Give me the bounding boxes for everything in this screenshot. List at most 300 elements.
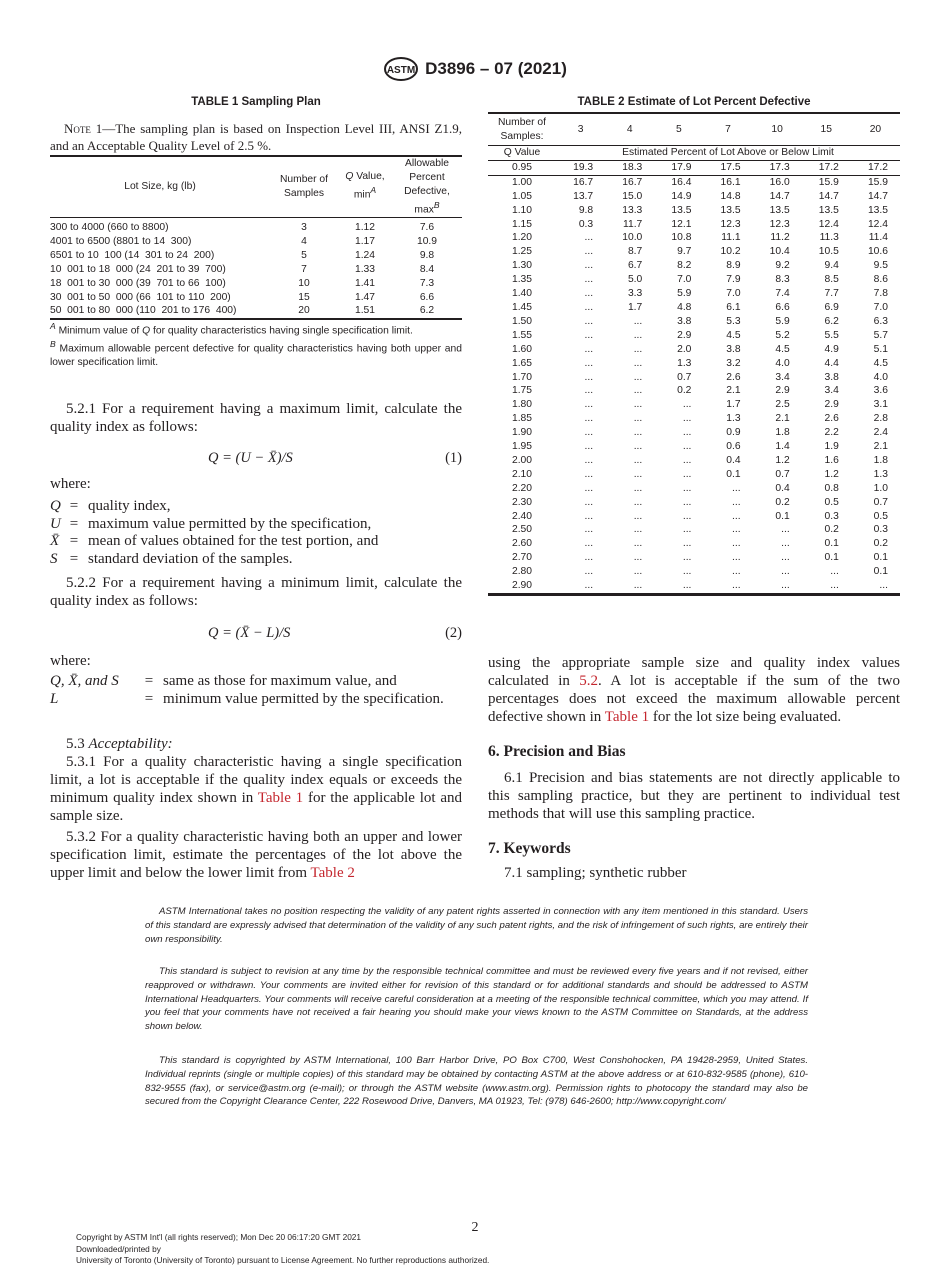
percent-cell: 2.5 [775,399,790,411]
percent-cell: ... [584,580,594,592]
percent-cell: 8.3 [775,274,790,286]
table2-row [488,482,900,496]
table2-row [488,175,900,189]
percent-cell: ... [584,399,594,411]
table2-row [488,204,900,218]
q-value-cell: 1.75 [511,385,533,397]
equals: = [144,673,154,689]
meaning: standard deviation of the samples. [88,550,293,567]
q-value-cell: 2.90 [511,580,533,592]
q-value-cell: 1.45 [511,301,533,313]
table2-row [488,454,900,468]
q-value-cell: 1.80 [511,399,533,411]
q-value-cell: 1.51 [354,305,376,317]
percent-cell: 17.2 [867,161,888,173]
percent-cell: 6.3 [873,315,888,327]
percent-cell: ... [682,399,692,411]
percent-cell: ... [584,246,594,258]
col-percent-defective: Allowable Percent Defective, $\max^B$ [404,158,450,216]
percent-cell: ... [584,538,594,550]
percent-cell: 16.0 [769,176,790,188]
percent-cell: 3.4 [775,371,790,383]
percent-cell: 12.4 [867,218,888,230]
q-value-label: Q Value [503,147,541,158]
percent-cell: ... [584,315,594,327]
table1-row [50,263,462,277]
percent-cell: 2.1 [775,413,790,425]
q-value-cell: 1.85 [511,413,533,425]
percent-cell: ... [830,580,839,592]
percent-cell: 7.7 [824,288,839,300]
percent-cell: ... [584,552,594,564]
percent-cell: ... [584,468,594,480]
percent-cell: 1.8 [775,427,790,439]
percent-cell: ... [584,288,594,300]
percent-cell: ... [682,454,692,466]
percent-cell: 2.6 [824,413,839,425]
percent-cell: 1.9 [824,441,839,453]
table1-title: TABLE 1 Sampling Plan [191,96,321,108]
percent-cell: ... [830,566,839,578]
percent-cell: 0.2 [873,538,888,550]
percent-cell: ... [633,357,643,369]
table2-row [488,523,900,537]
percent-cell: ... [633,510,643,522]
table2-row [488,287,900,301]
percent-cell: 0.7 [873,496,888,508]
percent-cell: 0.9 [726,427,741,439]
percent-cell: 0.4 [775,482,790,494]
link-table-2[interactable]: Table 2 [310,865,355,881]
percent-cell: 12.3 [720,218,741,230]
percent-cell: 0.7 [775,468,790,480]
percent-cell: 1.3 [873,468,888,480]
percent-cell: 3.2 [726,357,741,369]
sample-size-header: 10 [771,123,783,135]
percent-cell: ... [633,468,643,480]
percent-cell: 16.7 [573,176,594,188]
percent-cell: 6.6 [775,301,790,313]
percent-cell: 15.9 [818,176,839,188]
percent-cell: ... [682,482,692,494]
percent-cell: 11.7 [623,218,643,230]
para-5-3: 5.3 Acceptability: [66,736,173,752]
percent-cell: 11.4 [868,232,888,244]
percent-cell: ... [682,580,692,592]
percent-cell: 6.2 [824,315,839,327]
percent-cell: ... [633,580,643,592]
percent-cell: 18.3 [622,161,643,173]
percent-cell: 2.1 [726,385,741,397]
percent-cell: 9.7 [677,246,692,258]
percent-cell: ... [633,385,643,397]
percent-cell: 12.4 [818,218,839,230]
percent-cell: ... [584,482,594,494]
percent-cell: ... [633,343,643,355]
percent-cell: 17.9 [671,161,692,173]
percent-cell: 8.6 [873,274,888,286]
q-value-cell: 1.00 [511,176,533,188]
percent-cell: 3.4 [824,385,839,397]
q-value-cell: 1.33 [354,263,376,275]
table1-row [50,235,462,249]
percent-cell: 13.5 [867,204,888,216]
q-value-cell: 1.25 [511,246,533,258]
lot-size-cell: 18 001 to 30 000 (39 701 to 66 100) [50,277,226,289]
percent-cell: 15.0 [622,190,643,202]
percent-cell: 0.5 [873,510,888,522]
footer-download-info [76,1232,489,1267]
percent-cell: ... [633,427,643,439]
q-value-cell: 1.30 [511,260,533,272]
percent-cell: 8.7 [627,246,643,258]
page-number: 2 [471,1220,479,1235]
percent-cell: 11.1 [721,232,741,244]
definitions-2 [50,673,462,708]
percent-cell: 1.2 [775,454,790,466]
col-q-value: Q Value, $\min^A$ [345,171,385,201]
percent-cell: 1.7 [726,399,741,411]
lot-size-cell: 4001 to 6500 (8801 to 14 300) [50,235,192,247]
percent-cell: 4.5 [873,357,888,369]
percent-defective-cell: 6.6 [419,291,435,303]
table2-row [488,218,900,232]
percent-cell: 10.5 [818,246,839,258]
percent-cell: ... [879,580,888,592]
percent-cell: ... [584,329,594,341]
q-value-cell: 1.17 [354,235,376,247]
percent-cell: ... [633,482,643,494]
designation: D3896 – 07 (2021) [425,59,567,78]
para-6-1: 6.1 Precision and bias statements are not directly applicable to this sampling practice, but they are pertinent to individual test methods that will use this sampling practice. [488,770,900,822]
meaning: maximum value permitted by the specification, [88,515,372,532]
notice-copyright: This standard is copyrighted by ASTM International, 100 Barr Harbor Drive, PO Box C700, West Conshohocken, PA 19428-2959, United States. Individual reprints (single or multiple copies) of this standard may be obtained by contacting ASTM at the above address or at 610-832-9585 (phone), 610-832-9555 (fax), or service@astm.org (e-mail); or through the ASTM website (www.astm.org). Permission rights to photocopy the standard may also be secured from the Copyright Clearance Center, 222 Rosewood Drive, Danvers, MA 01923, Tel: (978) 646-2600; http://www.copyright.com/ [145,1055,808,1108]
percent-cell: 15.9 [867,176,888,188]
q-value-cell: 1.40 [511,288,533,300]
percent-cell: 0.5 [824,496,839,508]
percent-cell: ... [781,524,790,536]
equals: = [69,550,79,567]
percent-cell: 17.5 [720,161,741,173]
q-value-cell: 2.20 [511,482,533,494]
percent-cell: 5.1 [873,343,888,355]
percent-cell: 3.3 [627,288,643,300]
symbol: Q, X̄, and S [50,673,119,689]
percent-cell: ... [781,552,790,564]
table2-row [488,398,900,412]
percent-cell: ... [633,524,643,536]
percent-cell: ... [584,371,594,383]
samples-cell: 20 [298,305,310,317]
percent-cell: 3.1 [873,399,888,411]
percent-cell: 9.5 [873,260,888,272]
percent-cell: 0.3 [824,510,839,522]
percent-cell: 0.6 [726,441,741,453]
percent-cell: ... [633,496,643,508]
definitions-1 [50,498,378,568]
percent-cell: 7.9 [726,274,741,286]
table2-row [488,329,900,343]
percent-cell: 1.7 [627,301,643,313]
symbol: L [50,690,59,707]
table2-row [488,357,900,371]
percent-cell: ... [584,496,594,508]
percent-cell: 4.0 [775,357,790,369]
astm-logo-icon [383,56,419,82]
percent-cell: 10.0 [622,232,643,244]
percent-defective-cell: 7.3 [419,277,435,289]
percent-cell: ... [584,441,594,453]
symbol: U [50,515,61,532]
percent-cell: ... [682,496,692,508]
percent-cell: ... [633,413,643,425]
meaning: same as those for maximum value, and [163,673,397,689]
samples-cell: 15 [298,291,310,303]
percent-cell: 4.5 [726,329,741,341]
percent-cell: 19.3 [573,161,594,173]
definition-row [50,551,378,569]
lot-size-cell: 50 001 to 80 000 (110 201 to 176 400) [50,305,237,317]
notice-revision: This standard is subject to revision at any time by the responsible technical committee and must be reviewed every five years and if not revised, either reapproved or withdrawn. Your comments are invited either for revision of this standard or for additional standards and should be addressed to ASTM International Headquarters. Your comments will receive careful consideration at a meeting of the responsible technical committee, which you may attend. If you feel that your comments have not received a fair hearing you should make your views known to the ASTM Committee on Standards, at the address shown below. [145,966,808,1033]
samples-cell: 5 [301,249,307,261]
sample-size-header: 5 [675,123,682,135]
percent-cell: 10.6 [867,246,888,258]
table2-row [488,343,900,357]
table2-row [488,371,900,385]
table2-subheader-row [488,146,900,161]
table2-row [488,315,900,329]
percent-cell: 10.4 [769,246,790,258]
q-value-cell: 2.00 [511,454,533,466]
table2-row [488,301,900,315]
percent-cell: ... [584,510,594,522]
percent-cell: ... [584,566,594,578]
percent-cell: 2.2 [824,427,839,439]
percent-cell: 0.7 [677,371,692,383]
q-value-cell: 2.50 [511,524,533,536]
meaning: quality index, [88,498,171,514]
definition-row [50,516,378,534]
table1-row [50,218,462,235]
samples-cell: 4 [301,235,307,247]
percent-cell: 5.3 [726,315,741,327]
notice-patent: ASTM International takes no position respecting the validity of any patent rights asserted in connection with any item mentioned in this standard. Users of this standard are expressly advised that determination of the validity of any such patent rights, and the risk of infringement of such rights, are entirely their own responsibility. [145,906,808,945]
percent-cell: ... [781,580,790,592]
percent-cell: ... [731,552,741,564]
percent-cell: 5.2 [775,329,790,341]
para-5-3-1: 5.3.1 For a quality characteristic having a single specification limit, a lot is acceptable if the quality index equals or exceeds the minimum quality index shown in Table 1 for the applicable lot and sample size. [50,754,462,824]
samples-cell: 7 [301,263,307,275]
percent-cell: 2.9 [677,329,692,341]
percent-cell: 9.8 [578,204,594,216]
footnote-b: $^B$ Maximum allowable percent defective for quality characteristics having both upper and lower specification limit. [50,338,462,368]
percent-cell: ... [781,538,790,550]
percent-cell: ... [731,482,741,494]
percent-cell: 16.1 [720,176,741,188]
q-value-cell: 2.80 [511,566,533,578]
footnote-a: $^A$ Minimum value of Q for quality characteristics having single specification limit. [50,321,413,337]
percent-cell: ... [584,454,594,466]
percent-cell: ... [633,566,643,578]
percent-cell: 14.7 [769,190,790,202]
percent-cell: 0.1 [873,566,888,578]
table2-row [488,273,900,287]
table2-row [488,565,900,579]
percent-cell: ... [682,538,692,550]
percent-cell: 2.1 [873,441,888,453]
percent-cell: 0.1 [775,510,790,522]
table1-row [50,304,462,319]
q-value-cell: 1.41 [354,277,376,289]
percent-cell: ... [584,232,594,244]
percent-cell: ... [781,566,790,578]
table2-row [488,426,900,440]
q-value-cell: 1.70 [511,371,533,383]
meaning: mean of values obtained for the test portion, and [88,533,379,549]
definition-row [50,533,378,551]
lot-size-cell: 10 001 to 18 000 (24 201 to 39 700) [50,263,226,275]
percent-cell: 6.9 [824,301,839,313]
q-value-cell: 1.60 [511,343,533,355]
samples-cell: 3 [301,222,307,234]
percent-cell: 7.0 [726,288,741,300]
percent-cell: 1.0 [873,482,888,494]
percent-cell: 0.4 [726,454,741,466]
percent-cell: 11.2 [770,232,790,244]
percent-cell: 5.9 [677,288,692,300]
percent-cell: 4.4 [824,357,839,369]
percent-cell: ... [682,552,692,564]
percent-cell: ... [584,524,594,536]
percent-cell: ... [584,301,594,313]
percent-cell: ... [682,468,692,480]
percent-cell: 5.9 [775,315,790,327]
where-1: where: [50,476,91,492]
percent-cell: 3.6 [873,385,888,397]
symbol: Q [50,498,61,514]
percent-cell: ... [633,454,643,466]
footer-line: Downloaded/printed by [76,1243,161,1254]
percent-cell: ... [584,343,594,355]
page-header [0,56,950,82]
q-value-cell: 1.50 [511,315,533,327]
lot-size-cell: 300 to 4000 (660 to 8800) [50,222,169,234]
percent-cell: ... [584,357,594,369]
table2-lot-percent-defective [488,112,900,596]
definition-row [50,498,378,516]
definition-row [50,673,462,691]
table2-row [488,440,900,454]
percent-cell: 2.9 [775,385,790,397]
percent-cell: 5.7 [873,329,888,341]
sample-size-header: 15 [820,123,832,135]
table1-header-row [50,156,462,218]
percent-cell: 14.7 [867,190,888,202]
percent-cell: 4.0 [873,371,888,383]
percent-cell: 4.8 [677,301,692,313]
span-label: Estimated Percent of Lot Above or Below Limit [622,147,834,158]
percent-cell: 1.4 [775,441,790,453]
table1-row [50,291,462,305]
col-lot-size: Lot Size, kg (lb) [124,180,196,192]
table2-row [488,551,900,565]
percent-cell: ... [731,496,741,508]
percent-cell: ... [584,385,594,397]
equals: = [144,690,154,707]
col-samples: Number of Samples [279,174,329,200]
symbol: S [50,550,58,567]
table2-row [488,190,900,204]
percent-cell: 1.8 [873,454,888,466]
table2-row [488,231,900,245]
sample-size-header: 7 [725,123,731,135]
percent-cell: 1.6 [824,454,839,466]
percent-cell: 14.7 [818,190,839,202]
link-5-2[interactable]: 5.2 [579,673,599,689]
note-text: —The sampling plan is based on Inspection Level III, ANSI Z1.9, and an Acceptable Quality Level of 2.5 %. [50,121,462,153]
samples-label: Number of Samples: [497,117,547,142]
q-value-cell: 1.95 [511,441,533,453]
percent-cell: 0.8 [824,482,839,494]
percent-defective-cell: 9.8 [419,249,435,261]
percent-cell: ... [682,510,692,522]
percent-cell: 13.5 [720,204,741,216]
footer-line: University of Toronto (University of Toronto) pursuant to License Agreement. No further reproductions authorized. [76,1255,490,1265]
percent-defective-cell: 10.9 [416,235,438,247]
q-value-cell: 1.90 [511,427,533,439]
percent-cell: 3.8 [824,371,839,383]
percent-cell: ... [731,538,741,550]
percent-cell: ... [633,552,643,564]
q-value-cell: 0.95 [511,161,533,173]
percent-cell: 8.5 [824,274,839,286]
link-table-1[interactable]: Table 1 [604,709,650,725]
percent-cell: 10.8 [671,232,692,244]
percent-cell: ... [682,441,692,453]
where-2: where: [50,653,91,669]
table2-samples-row [488,113,900,146]
q-value-cell: 2.10 [511,468,533,480]
percent-cell: 1.2 [824,468,839,480]
note-label: Note 1 [64,121,103,136]
table2-row [488,412,900,426]
percent-cell: 3.8 [677,315,692,327]
percent-cell: ... [633,315,643,327]
percent-cell: 17.2 [818,161,839,173]
percent-cell: 6.7 [627,260,643,272]
percent-cell: 14.9 [671,190,692,202]
percent-cell: 6.1 [726,301,741,313]
percent-cell: 0.1 [726,468,741,480]
table1-row [50,249,462,263]
link-table-1[interactable]: Table 1 [257,790,304,806]
equals: = [69,533,79,549]
heading-keywords: 7. Keywords [488,840,571,857]
percent-defective-cell: 6.2 [419,305,435,317]
heading-precision-bias: 6. Precision and Bias [488,743,626,760]
q-value-cell: 2.60 [511,538,533,550]
percent-cell: ... [584,427,594,439]
sample-size-header: 20 [869,123,882,135]
footer-line: Copyright by ASTM Int'l (all rights reserved); Mon Dec 20 06:17:20 GMT 2021 [76,1232,362,1242]
percent-cell: 7.0 [677,274,692,286]
percent-cell: 7.8 [873,288,888,300]
sample-size-header: 3 [577,123,584,135]
table2-row [488,496,900,510]
table1-sampling-plan [50,155,462,320]
q-value-cell: 1.10 [511,204,533,216]
percent-cell: 4.5 [775,343,790,355]
